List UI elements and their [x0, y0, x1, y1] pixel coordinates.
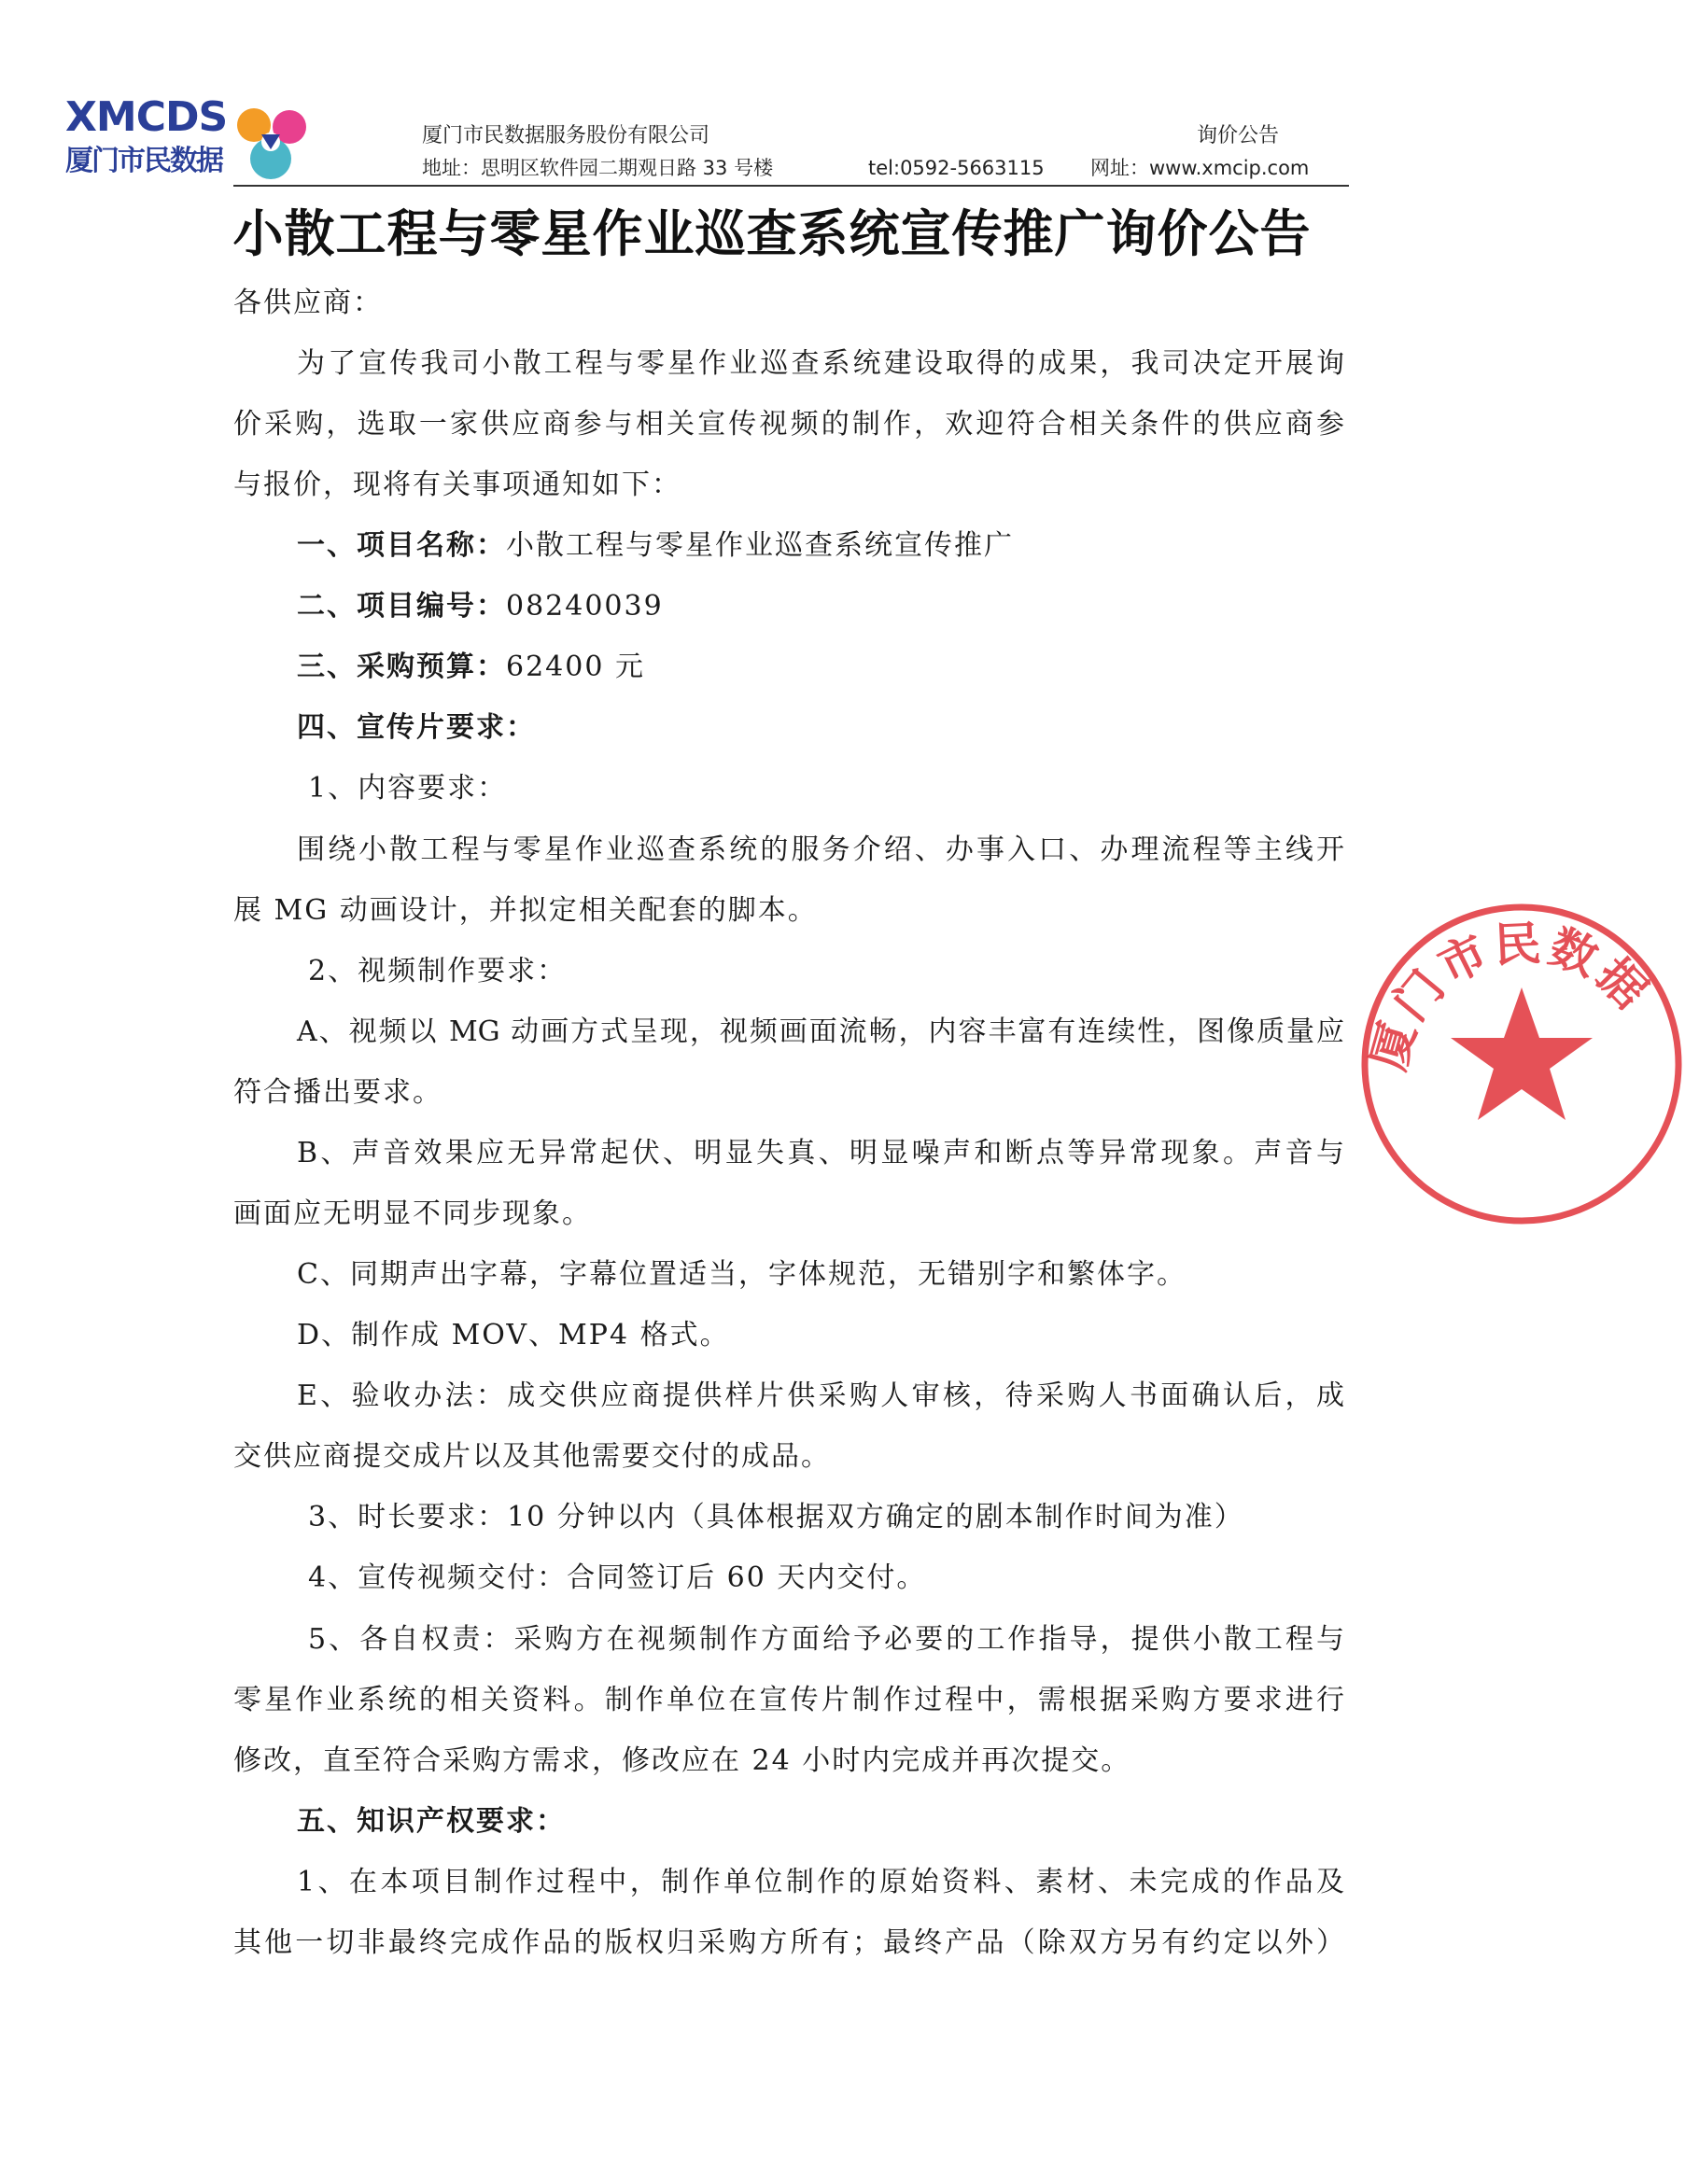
- paragraph-line: 其他一切非最终完成作品的版权归采购方所有；最终产品（除双方另有约定以外）: [233, 1926, 1344, 1959]
- salutation: 各供应商：: [233, 287, 383, 319]
- seal-text: 厦门市民数据: [1360, 916, 1661, 1076]
- paragraph-line: E、验收办法：成交供应商提供样片供采购人审核，待采购人书面确认后，成: [297, 1379, 1344, 1412]
- item-label: 二、项目编号：: [297, 590, 506, 623]
- paragraph-line: 修改，直至符合采购方需求，修改应在 24 小时内完成并再次提交。: [233, 1744, 1131, 1777]
- paragraph-line: 符合播出要求。: [233, 1076, 442, 1109]
- seal-icon: [1349, 896, 1685, 1232]
- website: 网址：www.xmcip.com: [1090, 157, 1310, 179]
- paragraph-line: 1、在本项目制作过程中，制作单位制作的原始资料、素材、未完成的作品及: [297, 1866, 1344, 1898]
- item-label: 三、采购预算：: [297, 651, 506, 683]
- logo-cn-text: 厦门市民数据: [65, 145, 222, 177]
- item-value: 08240039: [506, 590, 664, 623]
- paragraph-line: B、声音效果应无异常起伏、明显失真、明显噪声和断点等异常现象。声音与: [297, 1137, 1344, 1169]
- sub-heading: 2、视频制作要求：: [308, 955, 568, 987]
- paragraph-line: 展 MG 动画设计，并拟定相关配套的脚本。: [233, 894, 818, 927]
- doc-type: 询价公告: [1197, 124, 1280, 147]
- item-budget: [297, 649, 1408, 686]
- paragraph-line: 3、时长要求：10 分钟以内（具体根据双方确定的剧本制作时间为准）: [308, 1501, 1244, 1533]
- paragraph-line: 交供应商提交成片以及其他需要交付的成品。: [233, 1440, 831, 1473]
- item-video-requirements: 四、宣传片要求：: [297, 711, 536, 744]
- document-title: 小散工程与零星作业巡查系统宣传推广询价公告: [232, 204, 1312, 263]
- logo-mark-icon: [233, 105, 310, 184]
- intro-line: 价采购，选取一家供应商参与相关宣传视频的制作，欢迎符合相关条件的供应商参: [233, 408, 1344, 441]
- paragraph-line: D、制作成 MOV、MP4 格式。: [297, 1319, 730, 1351]
- company-seal: [1349, 896, 1661, 1232]
- item-value: 小散工程与零星作业巡查系统宣传推广: [506, 529, 1014, 562]
- sub-heading: 1、内容要求：: [308, 772, 508, 805]
- telephone: tel:0592-5663115: [868, 157, 1045, 179]
- item-label: 一、项目名称：: [297, 529, 506, 562]
- paragraph-line: 零星作业系统的相关资料。制作单位在宣传片制作过程中，需根据采购方要求进行: [233, 1684, 1344, 1716]
- item-project-name: [297, 527, 1408, 565]
- paragraph-line: 5、各自权责：采购方在视频制作方面给予必要的工作指导，提供小散工程与: [308, 1623, 1344, 1656]
- company-name: 厦门市民数据服务股份有限公司: [422, 124, 710, 147]
- intro-line: 为了宣传我司小散工程与零星作业巡查系统建设取得的成果，我司决定开展询: [297, 347, 1344, 380]
- company-logo: [233, 105, 420, 184]
- item-value: 62400 元: [506, 651, 645, 683]
- item-project-number: [297, 588, 1408, 625]
- paragraph-line: 4、宣传视频交付：合同签订后 60 天内交付。: [308, 1561, 927, 1594]
- intro-line: 与报价，现将有关事项通知如下：: [233, 469, 681, 501]
- paragraph-line: A、视频以 MG 动画方式呈现，视频画面流畅，内容丰富有连续性，图像质量应: [297, 1015, 1344, 1048]
- paragraph-line: 画面应无明显不同步现象。: [233, 1197, 592, 1230]
- header-divider: [233, 185, 1349, 187]
- logo-en-text: XMCDS: [65, 93, 228, 141]
- paragraph-line: 围绕小散工程与零星作业巡查系统的服务介绍、办事入口、办理流程等主线开: [297, 833, 1344, 866]
- address: 地址：思明区软件园二期观日路 33 号楼: [422, 157, 774, 179]
- paragraph-line: C、同期声出字幕，字幕位置适当，字体规范，无错别字和繁体字。: [297, 1258, 1187, 1291]
- item-ip-requirements: 五、知识产权要求：: [297, 1805, 566, 1838]
